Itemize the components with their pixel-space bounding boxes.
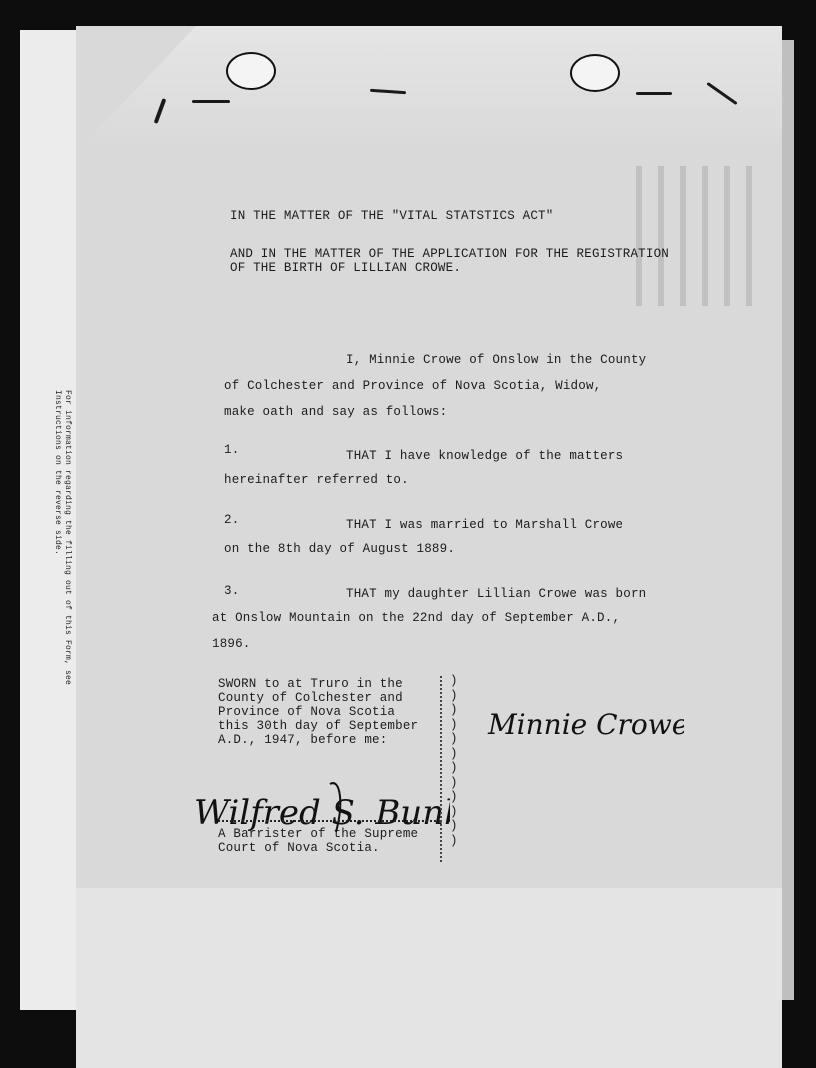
item-2-line-2: on the 8th day of August 1889. bbox=[224, 542, 456, 556]
item-1-line-2: hereinafter referred to. bbox=[224, 473, 409, 487]
intro-line-2: of Colchester and Province of Nova Scotia, Widow, bbox=[224, 379, 602, 393]
punch-hole-right bbox=[570, 54, 620, 92]
side-note: For information regarding the filling out of this Form, see Instructions on the reverse side. bbox=[53, 390, 72, 686]
item-3-line-2: at Onslow Mountain on the 22nd day of September A.D., bbox=[212, 611, 621, 625]
intro-line-3: make oath and say as follows: bbox=[224, 405, 448, 419]
item-3-line-1: THAT my daughter Lillian Crowe was born bbox=[346, 587, 647, 601]
jurat-brackets: ) ) ) ) ) ) ) ) ) ) ) ) bbox=[450, 674, 458, 848]
item-3-number: 3. bbox=[224, 584, 240, 598]
item-2-line-1: THAT I was married to Marshall Crowe bbox=[346, 518, 624, 532]
lower-fold-band bbox=[76, 888, 782, 1068]
heading-line-1: IN THE MATTER OF THE "VITAL STATSTICS ACT" bbox=[230, 209, 554, 223]
jurat-line-1: SWORN to at Truro in the bbox=[218, 677, 403, 691]
svg-text:Wilfred S. Bunbell: Wilfred S. Bun bbox=[194, 793, 445, 833]
jurat-line-3: Province of Nova Scotia bbox=[218, 705, 396, 719]
officer-title-line-2: Court of Nova Scotia. bbox=[218, 841, 380, 855]
heading-line-3: OF THE BIRTH OF LILLIAN CROWE. bbox=[230, 261, 462, 275]
signature-line bbox=[218, 820, 440, 822]
officer-signature bbox=[190, 772, 450, 857]
bleed-through-text bbox=[636, 166, 756, 306]
jurat-line-4: this 30th day of September bbox=[218, 719, 419, 733]
fold-mark bbox=[636, 92, 672, 95]
officer-title-line-1: A Barrister of the Supreme bbox=[218, 827, 419, 841]
folded-top-flap bbox=[76, 26, 782, 142]
deponent-signature bbox=[484, 694, 684, 759]
item-1-number: 1. bbox=[224, 443, 240, 457]
item-2-number: 2. bbox=[224, 513, 240, 527]
heading-line-2: AND IN THE MATTER OF THE APPLICATION FOR THE REGISTRATION bbox=[230, 247, 669, 261]
jurat-divider bbox=[440, 676, 444, 862]
affidavit-page bbox=[76, 26, 782, 1068]
jurat-line-5: A.D., 1947, before me: bbox=[218, 733, 388, 747]
intro-line-1: I, Minnie Crowe of Onslow in the County bbox=[346, 353, 647, 367]
jurat-line-2: County of Colchester and bbox=[218, 691, 403, 705]
item-1-line-1: THAT I have knowledge of the matters bbox=[346, 449, 624, 463]
svg-text:Minnie Crowe: Minnie Crowe bbox=[488, 708, 684, 741]
item-3-line-3: 1896. bbox=[212, 637, 251, 651]
punch-hole-left bbox=[226, 52, 276, 90]
fold-mark bbox=[192, 100, 230, 103]
